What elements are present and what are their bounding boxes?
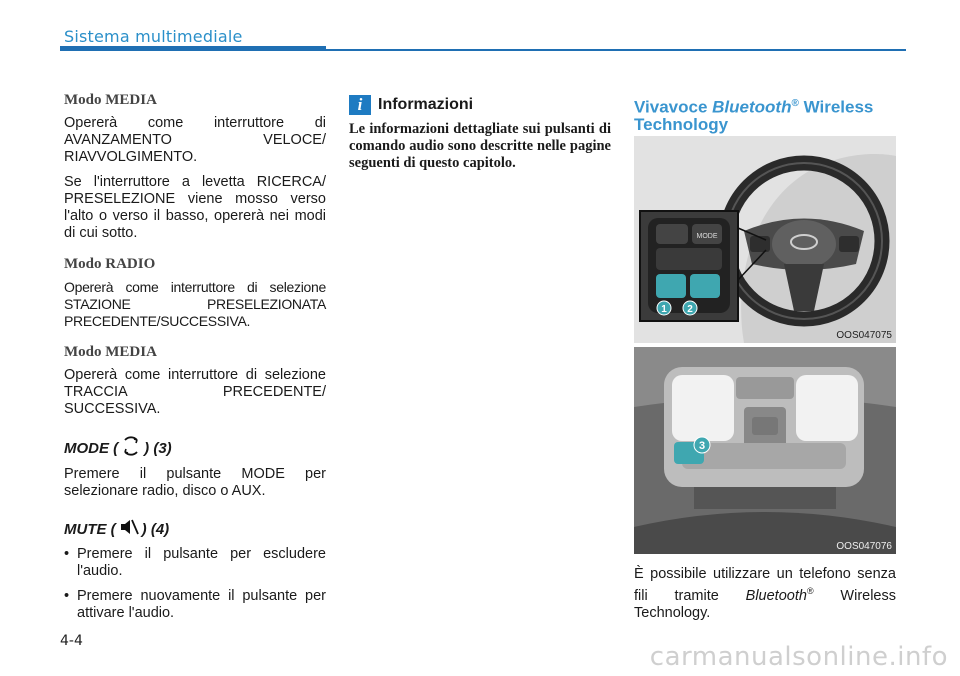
speaker-mute-icon [118, 518, 140, 540]
badge-2: 2 [687, 304, 693, 315]
left-column [64, 92, 326, 630]
info-heading [349, 95, 611, 115]
bluetooth-paragraph: È possibile utilizzare un telefono senza fili tramite Bluetooth® Wireless Technology. [634, 566, 896, 621]
image-code-1: OOS047075 [836, 330, 892, 341]
mode-cycle-icon [120, 436, 142, 460]
mute-bullet-list [64, 546, 326, 622]
badge-3: 3 [698, 440, 706, 452]
steering-wheel-image [634, 136, 896, 343]
bluetooth-section-title: Vivavoce Bluetooth® Wireless Technology [634, 97, 874, 134]
paragraph-seek-switch: Se l'interruttore a levetta RICERCA/ PRESELEZIONE viene mosso verso l'alto o verso il basso, opererà nei modi di cui sotto. [64, 174, 326, 241]
overhead-console-image [634, 347, 896, 554]
info-icon: i [349, 95, 371, 115]
header-rule-thick [60, 46, 326, 51]
heading-modo-radio: Modo RADIO [64, 256, 156, 272]
paragraph-fast-forward: Opererà come interruttore di AVANZAMENTO VELOCE/ RIAVVOLGIMENTO. [64, 115, 326, 165]
list-item: • Premere il pulsante per escludere l'audio. [64, 546, 326, 580]
watermark: carmanualsonline.info [649, 642, 948, 672]
badge-1: 1 [661, 304, 667, 315]
right-column [634, 92, 896, 133]
image-code-2: OOS047076 [836, 541, 892, 552]
page-number: 4-4 [60, 633, 83, 649]
middle-column [349, 92, 611, 172]
info-title: Informazioni [378, 96, 474, 113]
overhead-console-illustration [634, 347, 896, 554]
section-title: Sistema multimediale [64, 27, 243, 46]
paragraph-radio-preset: Opererà come interruttore di selezione STAZIONE PRESELEZIONATA PRECEDENTE/SUCCESSIVA. [64, 279, 326, 329]
heading-modo-media: Modo MEDIA [64, 92, 157, 108]
info-text: Le informazioni dettagliate sui pulsanti di comando audio sono descritte nelle pagine seguenti di questo capitolo. [349, 121, 611, 171]
heading-mute-button: MUTE ( ) (4) [64, 518, 326, 540]
mode-button-label: MODE [696, 233, 718, 240]
heading-modo-media-2: Modo MEDIA [64, 344, 157, 360]
heading-mode-button: MODE ( ) (3) [64, 436, 326, 460]
header-rule-thin [326, 49, 906, 51]
paragraph-track: Opererà come interruttore di selezione TRACCIA PRECEDENTE/ SUCCESSIVA. [64, 367, 326, 417]
list-item: • Premere nuovamente il pulsante per attivare l'audio. [64, 588, 326, 622]
steering-wheel-illustration [634, 136, 896, 343]
paragraph-mode: Premere il pulsante MODE per selezionare radio, disco o AUX. [64, 466, 326, 499]
